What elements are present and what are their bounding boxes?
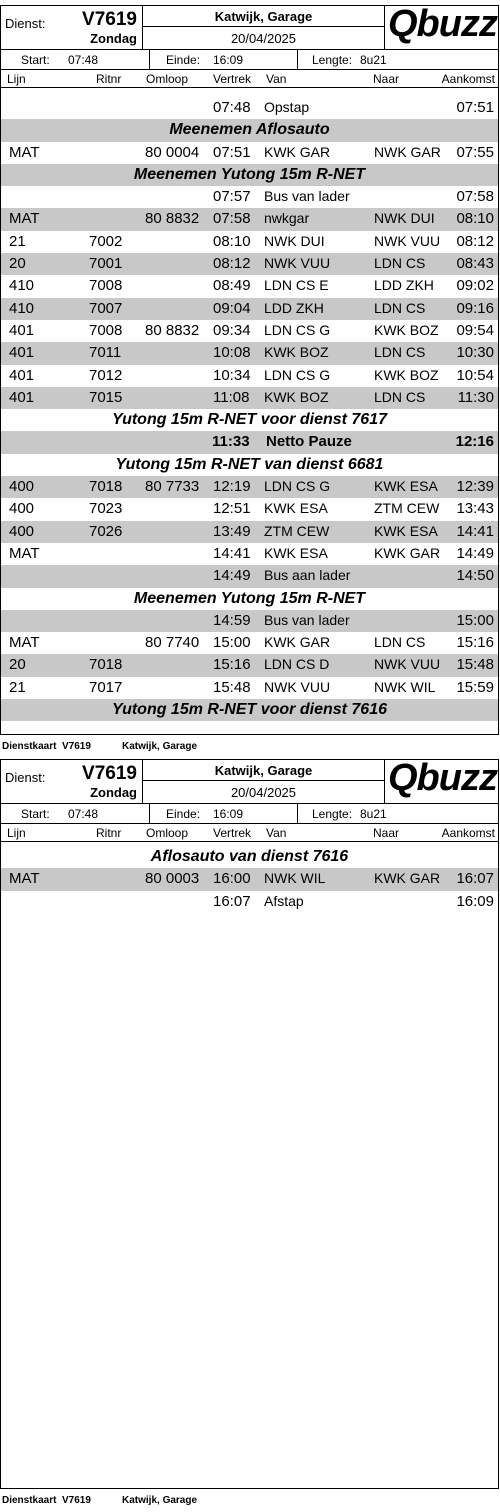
cell-aankomst: 16:09 bbox=[456, 892, 494, 910]
cell-aankomst: 15:59 bbox=[456, 678, 494, 696]
cell-ritnr: 7015 bbox=[89, 388, 123, 406]
cell-vertrek: 12:51 bbox=[213, 500, 251, 518]
footer-dienst: V7619 bbox=[62, 1495, 91, 1506]
col-lijn: Lijn bbox=[7, 72, 26, 86]
cell-vertrek: 10:08 bbox=[213, 344, 251, 362]
section-header bbox=[1, 699, 498, 721]
cell-vertrek: 08:49 bbox=[213, 277, 251, 295]
start-label: Start: bbox=[21, 807, 50, 821]
cell-naar: ZTM CEW bbox=[374, 500, 440, 517]
table-row bbox=[1, 387, 498, 409]
table-row bbox=[1, 342, 498, 364]
cell-ritnr: 7002 bbox=[89, 232, 123, 250]
table-row bbox=[1, 868, 498, 890]
table-row bbox=[1, 253, 498, 275]
cell-naar: LDD ZKH bbox=[374, 277, 434, 294]
schedule-rows bbox=[1, 842, 498, 913]
divider bbox=[297, 804, 298, 824]
cell-van: nwkgar bbox=[264, 210, 310, 227]
cell-van: KWK BOZ bbox=[264, 344, 329, 361]
col-vertrek: Vertrek bbox=[213, 826, 252, 840]
section-title: Meenemen Yutong 15m R-NET bbox=[133, 589, 366, 607]
cell-ritnr: 7011 bbox=[89, 344, 122, 362]
cell-vertrek: 07:51 bbox=[213, 143, 251, 161]
cell-aankomst: 11:30 bbox=[457, 388, 494, 406]
date: 20/04/2025 bbox=[230, 785, 297, 800]
cell-lijn: MAT bbox=[9, 544, 40, 562]
dienst-label: Dienst: bbox=[5, 16, 46, 31]
dienst-day: Zondag bbox=[90, 785, 137, 800]
table-row bbox=[1, 543, 498, 565]
cell-vertrek: 12:19 bbox=[213, 478, 251, 496]
cell-van: LDN CS D bbox=[264, 656, 330, 673]
card-header bbox=[1, 757, 498, 804]
cell-naar: NWK GAR bbox=[374, 143, 441, 160]
cell-lijn: 401 bbox=[9, 388, 35, 406]
cell-vertrek: 16:00 bbox=[213, 870, 251, 888]
cell-ritnr: 7007 bbox=[89, 299, 123, 317]
col-van: Van bbox=[266, 72, 287, 86]
cell-naar: LDN CS bbox=[374, 388, 426, 405]
divider bbox=[149, 804, 150, 824]
cell-van: KWK GAR bbox=[264, 634, 331, 651]
cell-vertrek: 13:49 bbox=[213, 522, 251, 540]
cell-aankomst: 07:55 bbox=[456, 143, 494, 161]
cell-aankomst: 14:50 bbox=[456, 567, 494, 585]
cell-van: NWK VUU bbox=[264, 678, 331, 695]
cell-vertrek: 07:48 bbox=[213, 99, 251, 116]
cell-lijn: 401 bbox=[9, 321, 35, 339]
cell-naar: KWK ESA bbox=[374, 522, 438, 539]
table-row bbox=[1, 498, 498, 520]
cell-van: Opstap bbox=[264, 99, 310, 115]
table-row bbox=[1, 476, 498, 498]
lengte-label: Lengte: bbox=[312, 807, 353, 821]
table-row bbox=[1, 298, 498, 320]
cell-vertrek: 07:57 bbox=[213, 188, 251, 206]
col-van: Van bbox=[266, 826, 287, 840]
einde-label: Einde: bbox=[166, 807, 201, 821]
cell-omloop: 80 8832 bbox=[145, 321, 200, 339]
section-header bbox=[1, 119, 498, 141]
dienst-number: V7619 bbox=[82, 763, 137, 784]
location: Katwijk, Garage bbox=[214, 9, 313, 24]
col-aankomst: Aankomst bbox=[441, 72, 495, 86]
cell-naar: LDN CS bbox=[374, 344, 426, 361]
cell-naar: LDN CS bbox=[374, 299, 426, 316]
cell-van: KWK ESA bbox=[264, 500, 328, 517]
cell-van: LDN CS G bbox=[264, 321, 331, 338]
cell-lijn: 20 bbox=[9, 255, 26, 273]
einde-time: 16:09 bbox=[213, 53, 244, 67]
cell-lijn: 401 bbox=[9, 344, 35, 362]
cell-ritnr: 7018 bbox=[89, 656, 123, 674]
col-vertrek: Vertrek bbox=[213, 72, 252, 86]
table-row bbox=[1, 891, 498, 913]
cell-vertrek: 15:48 bbox=[213, 678, 251, 696]
cell-van: Bus aan lader bbox=[264, 567, 351, 584]
col-naar: Naar bbox=[373, 826, 400, 840]
cell-van: LDN CS G bbox=[264, 478, 331, 495]
cell-vertrek: 10:34 bbox=[213, 366, 251, 384]
lengte-value: 8u21 bbox=[360, 53, 387, 67]
section-title: Yutong 15m R-NET voor dienst 7617 bbox=[111, 411, 387, 429]
table-row bbox=[1, 632, 498, 654]
einde-time: 16:09 bbox=[213, 807, 244, 821]
divider bbox=[149, 50, 150, 70]
cell-naar: KWK GAR bbox=[374, 544, 441, 561]
cell-lijn: 401 bbox=[9, 366, 35, 384]
cell-van: ZTM CEW bbox=[264, 522, 330, 539]
table-row bbox=[1, 610, 498, 632]
cell-ritnr: 7017 bbox=[89, 678, 123, 696]
col-naar: Naar bbox=[373, 72, 400, 86]
footer-label: Dienstkaart bbox=[2, 1495, 57, 1506]
footer-dienst: V7619 bbox=[62, 741, 91, 752]
cell-omloop: 80 0003 bbox=[145, 870, 200, 888]
cell-naar: KWK BOZ bbox=[374, 366, 439, 383]
cell-naar: LDN CS bbox=[374, 634, 426, 651]
cell-aankomst: 08:43 bbox=[456, 255, 494, 273]
cell-van: Bus van lader bbox=[264, 188, 350, 205]
cell-aankomst: 09:16 bbox=[456, 299, 494, 317]
cell-ritnr: 7018 bbox=[89, 478, 123, 496]
cell-aankomst: 15:48 bbox=[456, 656, 494, 674]
cell-vertrek: 15:16 bbox=[213, 656, 251, 674]
lengte-label: Lengte: bbox=[312, 53, 353, 67]
lengte-value: 8u21 bbox=[360, 807, 387, 821]
times-row bbox=[1, 50, 498, 70]
date: 20/04/2025 bbox=[230, 31, 297, 46]
cell-ritnr: 7008 bbox=[89, 321, 123, 339]
col-ritnr: Ritnr bbox=[96, 72, 122, 86]
cell-aankomst: 14:41 bbox=[456, 522, 494, 540]
qbuzz-logo: Qbuzz bbox=[388, 3, 497, 45]
cell-naar: NWK VUU bbox=[374, 656, 441, 673]
divider bbox=[143, 780, 384, 781]
table-row bbox=[1, 521, 498, 543]
cell-naar: LDN CS bbox=[374, 255, 426, 272]
cell-aankomst: 16:07 bbox=[456, 870, 494, 888]
times-row bbox=[1, 804, 498, 824]
cell-vertrek: 15:00 bbox=[213, 634, 251, 652]
cell-aankomst: 15:16 bbox=[456, 634, 494, 652]
cell-aankomst: 07:51 bbox=[456, 99, 494, 116]
cell-aankomst: 10:30 bbox=[456, 344, 494, 362]
divider bbox=[297, 50, 298, 70]
cell-aankomst: 14:49 bbox=[456, 544, 494, 562]
col-aankomst: Aankomst bbox=[441, 826, 495, 840]
column-header bbox=[1, 824, 498, 842]
cell-aankomst: 09:54 bbox=[456, 321, 494, 339]
cell-van: NWK WIL bbox=[264, 870, 326, 887]
dienst-label: Dienst: bbox=[5, 770, 46, 785]
section-header bbox=[1, 846, 498, 868]
cell-van: KWK BOZ bbox=[264, 388, 329, 405]
table-row bbox=[1, 677, 498, 699]
footer-location: Katwijk, Garage bbox=[122, 1495, 198, 1506]
col-ritnr: Ritnr bbox=[96, 826, 122, 840]
table-row bbox=[1, 275, 498, 297]
qbuzz-logo: Qbuzz bbox=[388, 757, 497, 799]
divider bbox=[143, 26, 384, 27]
cell-aankomst: 09:02 bbox=[456, 277, 494, 295]
pause-row bbox=[1, 431, 498, 453]
cell-van: LDN CS G bbox=[264, 366, 331, 383]
cell-van: NWK DUI bbox=[264, 232, 325, 249]
section-title: Meenemen Yutong 15m R-NET bbox=[133, 165, 366, 183]
cell-aankomst: 13:43 bbox=[456, 500, 494, 518]
cell-vertrek: 11:08 bbox=[213, 388, 250, 406]
cell-van: KWK ESA bbox=[264, 544, 328, 561]
cell-vertrek: 07:58 bbox=[213, 210, 251, 228]
table-row bbox=[1, 654, 498, 676]
table-row bbox=[1, 320, 498, 342]
dienst-number: V7619 bbox=[82, 9, 137, 30]
einde-label: Einde: bbox=[166, 53, 201, 67]
cell-aankomst: 08:12 bbox=[456, 232, 494, 250]
pause-end: 12:16 bbox=[455, 433, 494, 451]
card-header bbox=[1, 3, 498, 50]
start-time: 07:48 bbox=[68, 807, 99, 821]
dienst-day: Zondag bbox=[90, 31, 137, 46]
cell-ritnr: 7001 bbox=[89, 255, 123, 273]
location: Katwijk, Garage bbox=[214, 763, 313, 778]
cell-naar: KWK GAR bbox=[374, 870, 441, 887]
cell-lijn: 400 bbox=[9, 522, 35, 540]
cell-vertrek: 08:10 bbox=[213, 232, 251, 250]
col-omloop: Omloop bbox=[146, 72, 189, 86]
cell-naar: NWK WIL bbox=[374, 678, 436, 695]
footer-location: Katwijk, Garage bbox=[122, 741, 198, 752]
cell-naar: KWK ESA bbox=[374, 478, 438, 495]
cell-lijn: 410 bbox=[9, 277, 35, 295]
start-time: 07:48 bbox=[68, 53, 99, 67]
cell-vertrek: 14:49 bbox=[213, 567, 251, 585]
cell-vertrek: 14:41 bbox=[213, 544, 251, 562]
cell-lijn: 21 bbox=[9, 678, 26, 696]
cell-naar: KWK BOZ bbox=[374, 321, 439, 338]
start-label: Start: bbox=[21, 53, 50, 67]
table-row bbox=[1, 142, 498, 164]
cell-van: Afstap bbox=[264, 892, 304, 909]
cell-naar: NWK DUI bbox=[374, 210, 435, 227]
cell-aankomst: 15:00 bbox=[456, 611, 494, 629]
section-header bbox=[1, 164, 498, 186]
cell-lijn: MAT bbox=[9, 634, 40, 652]
cell-van: Bus van lader bbox=[264, 611, 350, 628]
cell-lijn: 410 bbox=[9, 299, 35, 317]
pause-label: Netto Pauze bbox=[266, 433, 352, 451]
table-row bbox=[1, 208, 498, 230]
section-title: Yutong 15m R-NET van dienst 6681 bbox=[115, 455, 384, 473]
cell-van: NWK VUU bbox=[264, 255, 331, 272]
col-lijn: Lijn bbox=[7, 826, 26, 840]
cell-lijn: MAT bbox=[9, 870, 40, 888]
cell-omloop: 80 7733 bbox=[145, 478, 200, 496]
duty-card-page-2 bbox=[0, 759, 499, 1489]
cell-ritnr: 7023 bbox=[89, 500, 123, 518]
section-title: Yutong 15m R-NET voor dienst 7616 bbox=[111, 701, 387, 719]
cell-lijn: 400 bbox=[9, 500, 35, 518]
cell-van: KWK GAR bbox=[264, 143, 331, 160]
cell-lijn: MAT bbox=[9, 143, 40, 161]
cell-lijn: 400 bbox=[9, 478, 35, 496]
cell-vertrek: 14:59 bbox=[213, 611, 251, 629]
footer-label: Dienstkaart bbox=[2, 741, 57, 752]
cell-vertrek: 16:07 bbox=[213, 892, 251, 910]
section-header bbox=[1, 454, 498, 476]
pause-start: 11:33 bbox=[212, 433, 250, 451]
cell-lijn: 21 bbox=[9, 232, 26, 250]
cell-aankomst: 08:10 bbox=[456, 210, 494, 228]
cell-omloop: 80 0004 bbox=[145, 143, 200, 161]
cell-aankomst: 10:54 bbox=[456, 366, 494, 384]
cell-ritnr: 7012 bbox=[89, 366, 123, 384]
section-header bbox=[1, 588, 498, 610]
duty-card-page-1 bbox=[0, 5, 499, 735]
table-row bbox=[1, 97, 498, 119]
cell-aankomst: 12:39 bbox=[456, 478, 494, 496]
column-header bbox=[1, 70, 498, 88]
cell-ritnr: 7026 bbox=[89, 522, 123, 540]
table-row bbox=[1, 565, 498, 587]
schedule-rows bbox=[1, 88, 498, 721]
col-omloop: Omloop bbox=[146, 826, 189, 840]
cell-omloop: 80 7740 bbox=[145, 634, 200, 652]
cell-vertrek: 09:04 bbox=[213, 299, 251, 317]
table-row bbox=[1, 365, 498, 387]
section-title: Meenemen Aflosauto bbox=[169, 121, 330, 139]
section-title: Aflosauto van dienst 7616 bbox=[150, 848, 349, 865]
cell-van: LDN CS E bbox=[264, 277, 329, 294]
cell-omloop: 80 8832 bbox=[145, 210, 200, 228]
cell-ritnr: 7008 bbox=[89, 277, 123, 295]
cell-aankomst: 07:58 bbox=[456, 188, 494, 206]
cell-lijn: MAT bbox=[9, 210, 40, 228]
cell-van: LDD ZKH bbox=[264, 299, 324, 316]
section-header bbox=[1, 409, 498, 431]
cell-vertrek: 08:12 bbox=[213, 255, 251, 273]
cell-lijn: 20 bbox=[9, 656, 26, 674]
cell-vertrek: 09:34 bbox=[213, 321, 251, 339]
cell-naar: NWK VUU bbox=[374, 232, 441, 249]
table-row bbox=[1, 186, 498, 208]
table-row bbox=[1, 231, 498, 253]
